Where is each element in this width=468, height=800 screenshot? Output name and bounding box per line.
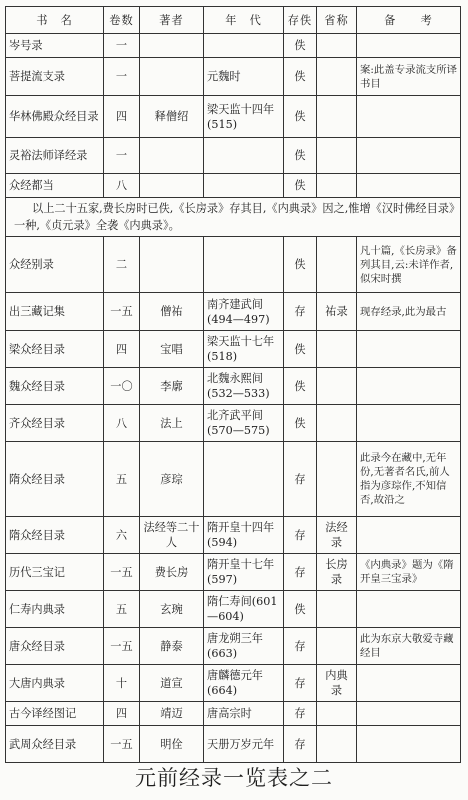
- era-cell: 唐麟德元年(664): [204, 665, 284, 702]
- table-row: [6, 34, 461, 58]
- juan-count-cell: 十: [104, 665, 140, 702]
- remarks-cell: 此为东京大敬爱寺藏经目: [357, 628, 461, 665]
- era-cell: [204, 138, 284, 174]
- book-name-cell: 灵裕法师译经录: [6, 138, 104, 174]
- table-body-catalogs: [6, 237, 461, 763]
- juan-count-cell: 一: [104, 34, 140, 58]
- author-cell: 明佺: [140, 726, 204, 763]
- status-cell: 佚: [284, 174, 317, 198]
- table-caption: 元前经录一览表之二: [135, 766, 333, 790]
- remarks-cell: [357, 138, 461, 174]
- table-row: [6, 517, 461, 554]
- juan-count-cell: 四: [104, 331, 140, 368]
- author-cell: [140, 138, 204, 174]
- status-cell: 存: [284, 442, 317, 517]
- remarks-cell: 现存经录,此为最古: [357, 293, 461, 331]
- book-name-cell: 出三藏记集: [6, 293, 104, 331]
- author-cell: 道宣: [140, 665, 204, 702]
- juan-count-cell: 八: [104, 174, 140, 198]
- status-cell: 佚: [284, 591, 317, 628]
- remarks-cell: 案:此盖专录流支所译书目: [357, 58, 461, 96]
- header-cell: 著者: [140, 7, 204, 34]
- header-cell: 年 代: [204, 7, 284, 34]
- abbreviation-cell: [317, 628, 357, 665]
- era-cell: 南齐建武间(494—497): [204, 293, 284, 331]
- book-name-cell: 武周众经目录: [6, 726, 104, 763]
- author-cell: 僧祐: [140, 293, 204, 331]
- author-cell: 费长房: [140, 554, 204, 591]
- juan-count-cell: 四: [104, 96, 140, 138]
- juan-count-cell: 六: [104, 517, 140, 554]
- remarks-cell: [357, 702, 461, 726]
- abbreviation-cell: 内典录: [317, 665, 357, 702]
- era-cell: [204, 174, 284, 198]
- abbreviation-cell: [317, 702, 357, 726]
- juan-count-cell: 五: [104, 442, 140, 517]
- remarks-cell: 凡十篇,《长房录》备列其目,云:未详作者,似宋时撰: [357, 237, 461, 293]
- author-cell: 法经等二十人: [140, 517, 204, 554]
- author-cell: 玄琬: [140, 591, 204, 628]
- remarks-cell: [357, 331, 461, 368]
- status-cell: 佚: [284, 34, 317, 58]
- era-cell: 唐高宗时: [204, 702, 284, 726]
- juan-count-cell: 四: [104, 702, 140, 726]
- remarks-cell: [357, 726, 461, 763]
- summary-paragraph: 以上二十五家,费长房时已佚,《长房录》存其目,《内典录》因之,惟增《汉时佛经目录》一种,《贞元录》全袭《内典录》。: [6, 198, 461, 237]
- era-cell: 梁天监十七年(518): [204, 331, 284, 368]
- book-name-cell: 古今译经图记: [6, 702, 104, 726]
- table-row: [6, 702, 461, 726]
- abbreviation-cell: [317, 237, 357, 293]
- remarks-cell: [357, 591, 461, 628]
- table-row: [6, 96, 461, 138]
- author-cell: 静泰: [140, 628, 204, 665]
- table-row: [6, 591, 461, 628]
- remarks-cell: [357, 368, 461, 405]
- book-name-cell: 唐众经目录: [6, 628, 104, 665]
- table-row: [6, 368, 461, 405]
- author-cell: [140, 237, 204, 293]
- table-row: [6, 405, 461, 442]
- era-cell: 北魏永熙间(532—533): [204, 368, 284, 405]
- book-name-cell: 岑号录: [6, 34, 104, 58]
- header-cell: 书 名: [6, 7, 104, 34]
- abbreviation-cell: [317, 442, 357, 517]
- juan-count-cell: 一五: [104, 628, 140, 665]
- abbreviation-cell: [317, 368, 357, 405]
- table-row: [6, 138, 461, 174]
- table-body-lost-catalogs: [6, 34, 461, 198]
- table-row: [6, 442, 461, 517]
- juan-count-cell: 五: [104, 591, 140, 628]
- status-cell: 存: [284, 665, 317, 702]
- author-cell: [140, 174, 204, 198]
- author-cell: 释僧绍: [140, 96, 204, 138]
- era-cell: 隋开皇十七年(597): [204, 554, 284, 591]
- remarks-cell: 《内典录》题为《隋开皇三宝录》: [357, 554, 461, 591]
- juan-count-cell: 一五: [104, 554, 140, 591]
- abbreviation-cell: [317, 405, 357, 442]
- status-cell: 存: [284, 517, 317, 554]
- table-row: [6, 554, 461, 591]
- status-cell: 佚: [284, 331, 317, 368]
- juan-count-cell: 一五: [104, 726, 140, 763]
- author-cell: [140, 34, 204, 58]
- book-name-cell: 历代三宝记: [6, 554, 104, 591]
- book-name-cell: 众经都当: [6, 174, 104, 198]
- header-cell: 卷数: [104, 7, 140, 34]
- remarks-cell: [357, 405, 461, 442]
- era-cell: [204, 34, 284, 58]
- status-cell: 存: [284, 554, 317, 591]
- book-name-cell: 大唐内典录: [6, 665, 104, 702]
- status-cell: 佚: [284, 96, 317, 138]
- table-row: [6, 174, 461, 198]
- remarks-cell: [357, 34, 461, 58]
- juan-count-cell: 一: [104, 138, 140, 174]
- abbreviation-cell: [317, 34, 357, 58]
- book-name-cell: 齐众经目录: [6, 405, 104, 442]
- table-row: [6, 331, 461, 368]
- author-cell: 宝唱: [140, 331, 204, 368]
- abbreviation-cell: [317, 726, 357, 763]
- juan-count-cell: 一: [104, 58, 140, 96]
- era-cell: [204, 237, 284, 293]
- author-cell: 彦琮: [140, 442, 204, 517]
- abbreviation-cell: 祐录: [317, 293, 357, 331]
- table-row: [6, 726, 461, 763]
- table-header-row: [6, 7, 461, 34]
- header-cell: 备 考: [357, 7, 461, 34]
- juan-count-cell: 一〇: [104, 368, 140, 405]
- book-name-cell: 魏众经目录: [6, 368, 104, 405]
- era-cell: 元魏时: [204, 58, 284, 96]
- abbreviation-cell: [317, 138, 357, 174]
- abbreviation-cell: [317, 331, 357, 368]
- author-cell: [140, 58, 204, 96]
- status-cell: 存: [284, 726, 317, 763]
- juan-count-cell: 二: [104, 237, 140, 293]
- book-name-cell: 菩提流支录: [6, 58, 104, 96]
- header-cell: 存佚: [284, 7, 317, 34]
- status-cell: 佚: [284, 138, 317, 174]
- author-cell: 靖迈: [140, 702, 204, 726]
- status-cell: 佚: [284, 405, 317, 442]
- status-cell: 佚: [284, 58, 317, 96]
- status-cell: 佚: [284, 368, 317, 405]
- book-name-cell: 众经别录: [6, 237, 104, 293]
- summary-row: [6, 198, 461, 237]
- table-row: [6, 58, 461, 96]
- remarks-cell: 此录今在藏中,无年份,无著者名氏,前人指为彦琮作,不知信否,故沿之: [357, 442, 461, 517]
- abbreviation-cell: [317, 58, 357, 96]
- book-name-cell: 仁寿内典录: [6, 591, 104, 628]
- abbreviation-cell: 长房录: [317, 554, 357, 591]
- remarks-cell: [357, 96, 461, 138]
- book-name-cell: 华林佛殿众经目录: [6, 96, 104, 138]
- era-cell: [204, 442, 284, 517]
- author-cell: 法上: [140, 405, 204, 442]
- table-row: [6, 293, 461, 331]
- book-name-cell: 隋众经目录: [6, 517, 104, 554]
- status-cell: 存: [284, 702, 317, 726]
- header-cell: 省称: [317, 7, 357, 34]
- status-cell: 存: [284, 293, 317, 331]
- juan-count-cell: 八: [104, 405, 140, 442]
- table-row: [6, 665, 461, 702]
- table-row: [6, 237, 461, 293]
- era-cell: 隋仁寿间(601—604): [204, 591, 284, 628]
- abbreviation-cell: [317, 96, 357, 138]
- abbreviation-cell: [317, 591, 357, 628]
- era-cell: 隋开皇十四年(594): [204, 517, 284, 554]
- juan-count-cell: 一五: [104, 293, 140, 331]
- author-cell: 李廓: [140, 368, 204, 405]
- abbreviation-cell: [317, 174, 357, 198]
- era-cell: 梁天监十四年(515): [204, 96, 284, 138]
- table-row: [6, 628, 461, 665]
- status-cell: 佚: [284, 237, 317, 293]
- remarks-cell: [357, 517, 461, 554]
- era-cell: 唐龙朔三年(663): [204, 628, 284, 665]
- status-cell: 存: [284, 628, 317, 665]
- catalog-table: [5, 6, 461, 763]
- remarks-cell: [357, 174, 461, 198]
- abbreviation-cell: 法经录: [317, 517, 357, 554]
- book-name-cell: 梁众经目录: [6, 331, 104, 368]
- catalog-table-wrapper: [5, 6, 460, 763]
- era-cell: 天册万岁元年: [204, 726, 284, 763]
- remarks-cell: [357, 665, 461, 702]
- era-cell: 北齐武平间(570—575): [204, 405, 284, 442]
- book-name-cell: 隋众经目录: [6, 442, 104, 517]
- summary-paragraph-section: [6, 198, 461, 237]
